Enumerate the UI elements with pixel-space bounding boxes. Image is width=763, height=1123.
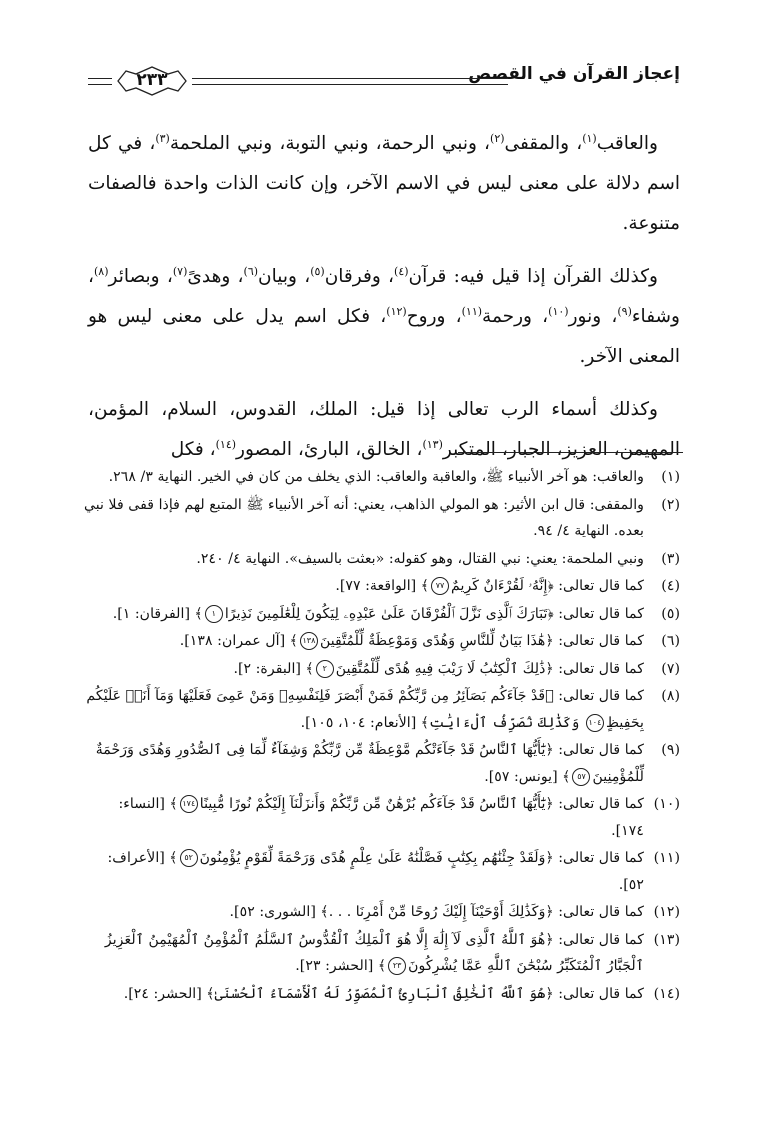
footnote-ref: (٥) [310,264,325,278]
footnote: (١٢) كما قال تعالى: ﴿وَكَذَٰلِكَ أَوْحَيْنَآ إِلَيْكَ رُوحًا مِّنْ أَمْرِنَا . . .﴾ [الشورى: ٥٢]. [229,904,680,920]
quran-quote: ﴿وَلَقَدْ جِئْنَٰهُم بِكِتَٰبٍ فَصَّلْنَٰهُ عَلَىٰ عِلْمٍ هُدًى وَرَحْمَةً لِّقَوْمٍ يُؤْمِنُونَ [199,850,554,866]
page-number: ٢٣٣ [136,70,168,90]
footnote: (١٤) كما قال تعالى: ﴿هُوَ ٱللَّهُ ٱلْخَٰلِقُ ٱلْبَارِئُ ٱلْمُصَوِّرُ لَهُ ٱلْأَسْمَآءُ ٱلْحُسْنَىٰ﴾ [الحشر: ٢٤]. [123,985,680,1002]
ayah-number-icon: ٥٧ [572,768,590,786]
quran-quote: ﴿قَدْ جَآءَكُم بَصَآئِرُ مِن رَّبِّكُمْ فَمَنْ أَبْصَرَ فَلِنَفْسِهِۦ وَمَنْ عَمِىَ فَعَلَيْهَا وَمَآ أَنَا۠ عَلَيْكُم بِحَفِيظٍ [86,688,644,731]
footnote-ref: (١٤) [215,437,237,451]
ayah-number-icon: ١٧٤ [180,795,198,813]
footnote: (٧) كما قال تعالى: ﴿ذَٰلِكَ ٱلْكِتَٰبُ لَا رَيْبَ فِيهِ هُدًى لِّلْمُتَّقِينَ٢﴾ [البقرة: ٢]. [233,660,680,677]
page-number-ornament [112,64,192,98]
footnote-ref: (٨) [93,264,109,278]
footnote-ref: (٧) [172,264,188,278]
quran-quote: ﴿إِنَّهُۥ لَقُرْءَانٌ كَرِيمٌ [451,578,554,594]
footnote: (١) والعاقب: هو آخر الأنبياء ﷺ، والعاقبة والعاقب: الذي يخلف من كان في الخير. النهاية ٣/ ٢٦٨. [108,469,680,485]
footnote: (٩) كما قال تعالى: ﴿يَٰٓأَيُّهَا ٱلنَّاسُ قَدْ جَآءَتْكُم مَّوْعِظَةٌ مِّن رَّبِّكُمْ وَشِفَآءٌ لِّمَا فِى ٱلصُّدُورِ وَهُدًى وَرَحْمَةٌ لِّلْمُؤْمِنِينَ٥٧﴾ [يونس: ٥٧]. [95,742,680,785]
ayah-number-icon: ١٣٨ [300,632,318,650]
footnote-separator [458,452,683,453]
header-rule [192,78,508,85]
footnote-ref: (٩) [617,304,632,318]
footnote: (٦) كما قال تعالى: ﴿هَٰذَا بَيَانٌ لِّلنَّاسِ وَهُدًى وَمَوْعِظَةٌ لِّلْمُتَّقِينَ١٣٨﴾ [آل عمران: ١٣٨]. [179,633,680,649]
footnote: (٥) كما قال تعالى: ﴿تَبَارَكَ ٱلَّذِى نَزَّلَ ٱلْفُرْقَانَ عَلَىٰ عَبْدِهِۦ لِيَكُونَ لِلْعَٰلَمِينَ نَذِيرًا١﴾ [الفرقان: ١]. [112,605,680,622]
ayah-number-icon: ١ [205,605,223,623]
ayah-number-icon: ٢٣ [388,957,406,975]
header-rule-left [88,78,112,85]
footnote-ref: (١) [582,131,597,145]
footnote: (٣) ونبي الملحمة: يعني: نبي القتال، وهو كقوله: «بعثت بالسيف». النهاية ٤/ ٢٤٠. [196,550,680,567]
quran-quote: ﴿يَٰٓأَيُّهَا ٱلنَّاسُ قَدْ جَآءَتْكُم مَّوْعِظَةٌ مِّن رَّبِّكُمْ وَشِفَآءٌ لِّمَا فِى ٱلصُّدُورِ وَهُدًى وَرَحْمَةٌ لِّلْمُؤْمِنِينَ [95,742,644,785]
quran-quote: ﴿تَبَارَكَ ٱلَّذِى نَزَّلَ ٱلْفُرْقَانَ عَلَىٰ عَبْدِهِۦ لِيَكُونَ لِلْعَٰلَمِينَ نَذِيرًا [224,605,554,622]
footnote-ref: (٤) [394,264,409,278]
quran-quote: ﴿يَٰٓأَيُّهَا ٱلنَّاسُ قَدْ جَآءَكُم بُرْهَٰنٌ مِّن رَّبِّكُمْ وَأَنزَلْنَآ إِلَيْكُمْ نُورًا مُّبِينًا [199,796,554,812]
footnote: (١١) كما قال تعالى: ﴿وَلَقَدْ جِئْنَٰهُم بِكِتَٰبٍ فَصَّلْنَٰهُ عَلَىٰ عِلْمٍ هُدًى وَرَحْمَةً لِّقَوْمٍ يُؤْمِنُونَ٥٢﴾ [الأعراف: ٥٢]. [107,850,680,893]
quran-quote: ﴿هَٰذَا بَيَانٌ لِّلنَّاسِ وَهُدًى وَمَوْعِظَةٌ لِّلْمُتَّقِينَ [319,633,554,649]
footnote: (٨) كما قال تعالى: ﴿قَدْ جَآءَكُم بَصَآئِرُ مِن رَّبِّكُمْ فَمَنْ أَبْصَرَ فَلِنَفْسِهِۦ وَمَنْ عَمِىَ فَعَلَيْهَا وَمَآ أَنَا۠ عَلَيْكُم بِحَفِيظٍ١٠٤ وَكَذَٰلِكَ نُصَرِّفُ ٱلْءَايَٰتِ﴾ [الأنعام: ١٠٤، ١٠٥]. [86,688,680,731]
footnote-ref: (١٠) [548,304,569,318]
quran-quote: ﴿هُوَ ٱللَّهُ ٱلْخَٰلِقُ ٱلْبَارِئُ ٱلْمُصَوِّرُ لَهُ ٱلْأَسْمَآءُ ٱلْحُسْنَىٰ [214,985,554,1002]
footnote: (٢) والمقفى: قال ابن الأثير: هو المولي الذاهب، يعني: أنه آخر الأنبياء ﷺ المتبع لهم فإذا قفى فلا نبي بعده. النهاية ٤/ ٩٤. [83,496,680,539]
running-title: إعجاز القرآن في القصص [468,64,680,84]
footnote-ref: (١٢) [386,304,407,318]
ayah-number-icon: ٥٢ [180,849,198,867]
quran-quote: ﴿ذَٰلِكَ ٱلْكِتَٰبُ لَا رَيْبَ فِيهِ هُدًى لِّلْمُتَّقِينَ [335,660,554,677]
footnote: (١٣) كما قال تعالى: ﴿هُوَ ٱللَّهُ ٱلَّذِى لَآ إِلَٰهَ إِلَّا هُوَ ٱلْمَلِكُ ٱلْقُدُّوسُ ٱلسَّلَٰمُ ٱلْمُؤْمِنُ ٱلْمُهَيْمِنُ ٱلْعَزِيزُ ٱلْجَبَّارُ ٱلْمُتَكَبِّرُ سُبْحَٰنَ ٱللَّهِ عَمَّا يُشْرِكُونَ٢٣﴾ [الحشر: ٢٣]. [104,931,680,974]
footnotes [82,464,680,1008]
paragraph-3: وكذلك أسماء الرب تعالى إذا قيل: الملك، القدوس، السلام، المؤمن، المهيمن، العزيز، الجبار، المتكبر$^{(١٣)}$، الخالق، البارئ، المصور$^{(١٤)}$، فكل [88,399,680,460]
main-text [88,124,680,483]
ayah-number-icon: ٢ [316,660,334,678]
footnote: (٤) كما قال تعالى: ﴿إِنَّهُۥ لَقُرْءَانٌ كَرِيمٌ٧٧﴾ [الواقعة: ٧٧]. [335,578,680,594]
footnote: (١٠) كما قال تعالى: ﴿يَٰٓأَيُّهَا ٱلنَّاسُ قَدْ جَآءَكُم بُرْهَٰنٌ مِّن رَّبِّكُمْ وَأَنزَلْنَآ إِلَيْكُمْ نُورًا مُّبِينًا١٧٤﴾ [النساء: ١٧٤]. [118,796,680,839]
page-header [88,64,680,98]
paragraph-2: وكذلك القرآن إذا قيل فيه: قرآن$^{(٤)}$، وفرقان$^{(٥)}$، وبيان$^{(٦)}$، وهدىً$^{(٧)}$، وبصائر$^{(٨)}$، وشفاء$^{(٩)}$، ونور$^{(١٠)}$، ورحمة$^{(١١)}$، وروح$^{(١٢)}$، فكل اسم يدل على معنى ليس هو المعنى الآخر. [88,264,680,367]
footnote-ref: (١١) [461,304,483,318]
paragraph-1: والعاقب$^{(١)}$، والمقفى$^{(٢)}$، ونبي الرحمة، ونبي التوبة، ونبي الملحمة$^{(٣)}$، في كل اسم دلالة على معنى ليس في الاسم الآخر، وإن كانت الذات واحدة فالصفات متنوعة. [88,131,680,234]
quran-quote: ﴿هُوَ ٱللَّهُ ٱلَّذِى لَآ إِلَٰهَ إِلَّا هُوَ ٱلْمَلِكُ ٱلْقُدُّوسُ ٱلسَّلَٰمُ ٱلْمُؤْمِنُ ٱلْمُهَيْمِنُ ٱلْعَزِيزُ ٱلْجَبَّارُ ٱلْمُتَكَبِّرُ سُبْحَٰنَ ٱللَّهِ عَمَّا يُشْرِكُونَ [104,931,644,974]
footnote-ref: (٦) [243,264,259,278]
footnote-ref: (٢) [490,131,505,145]
ayah-number-icon: ١٠٤ [586,714,604,732]
ayah-number-icon: ٧٧ [431,577,449,595]
footnote-ref: (١٣) [422,437,443,451]
footnote-ref: (٣) [155,131,170,145]
quran-quote: ﴿وَكَذَٰلِكَ أَوْحَيْنَآ إِلَيْكَ رُوحًا مِّنْ أَمْرِنَا . . . [328,904,554,920]
